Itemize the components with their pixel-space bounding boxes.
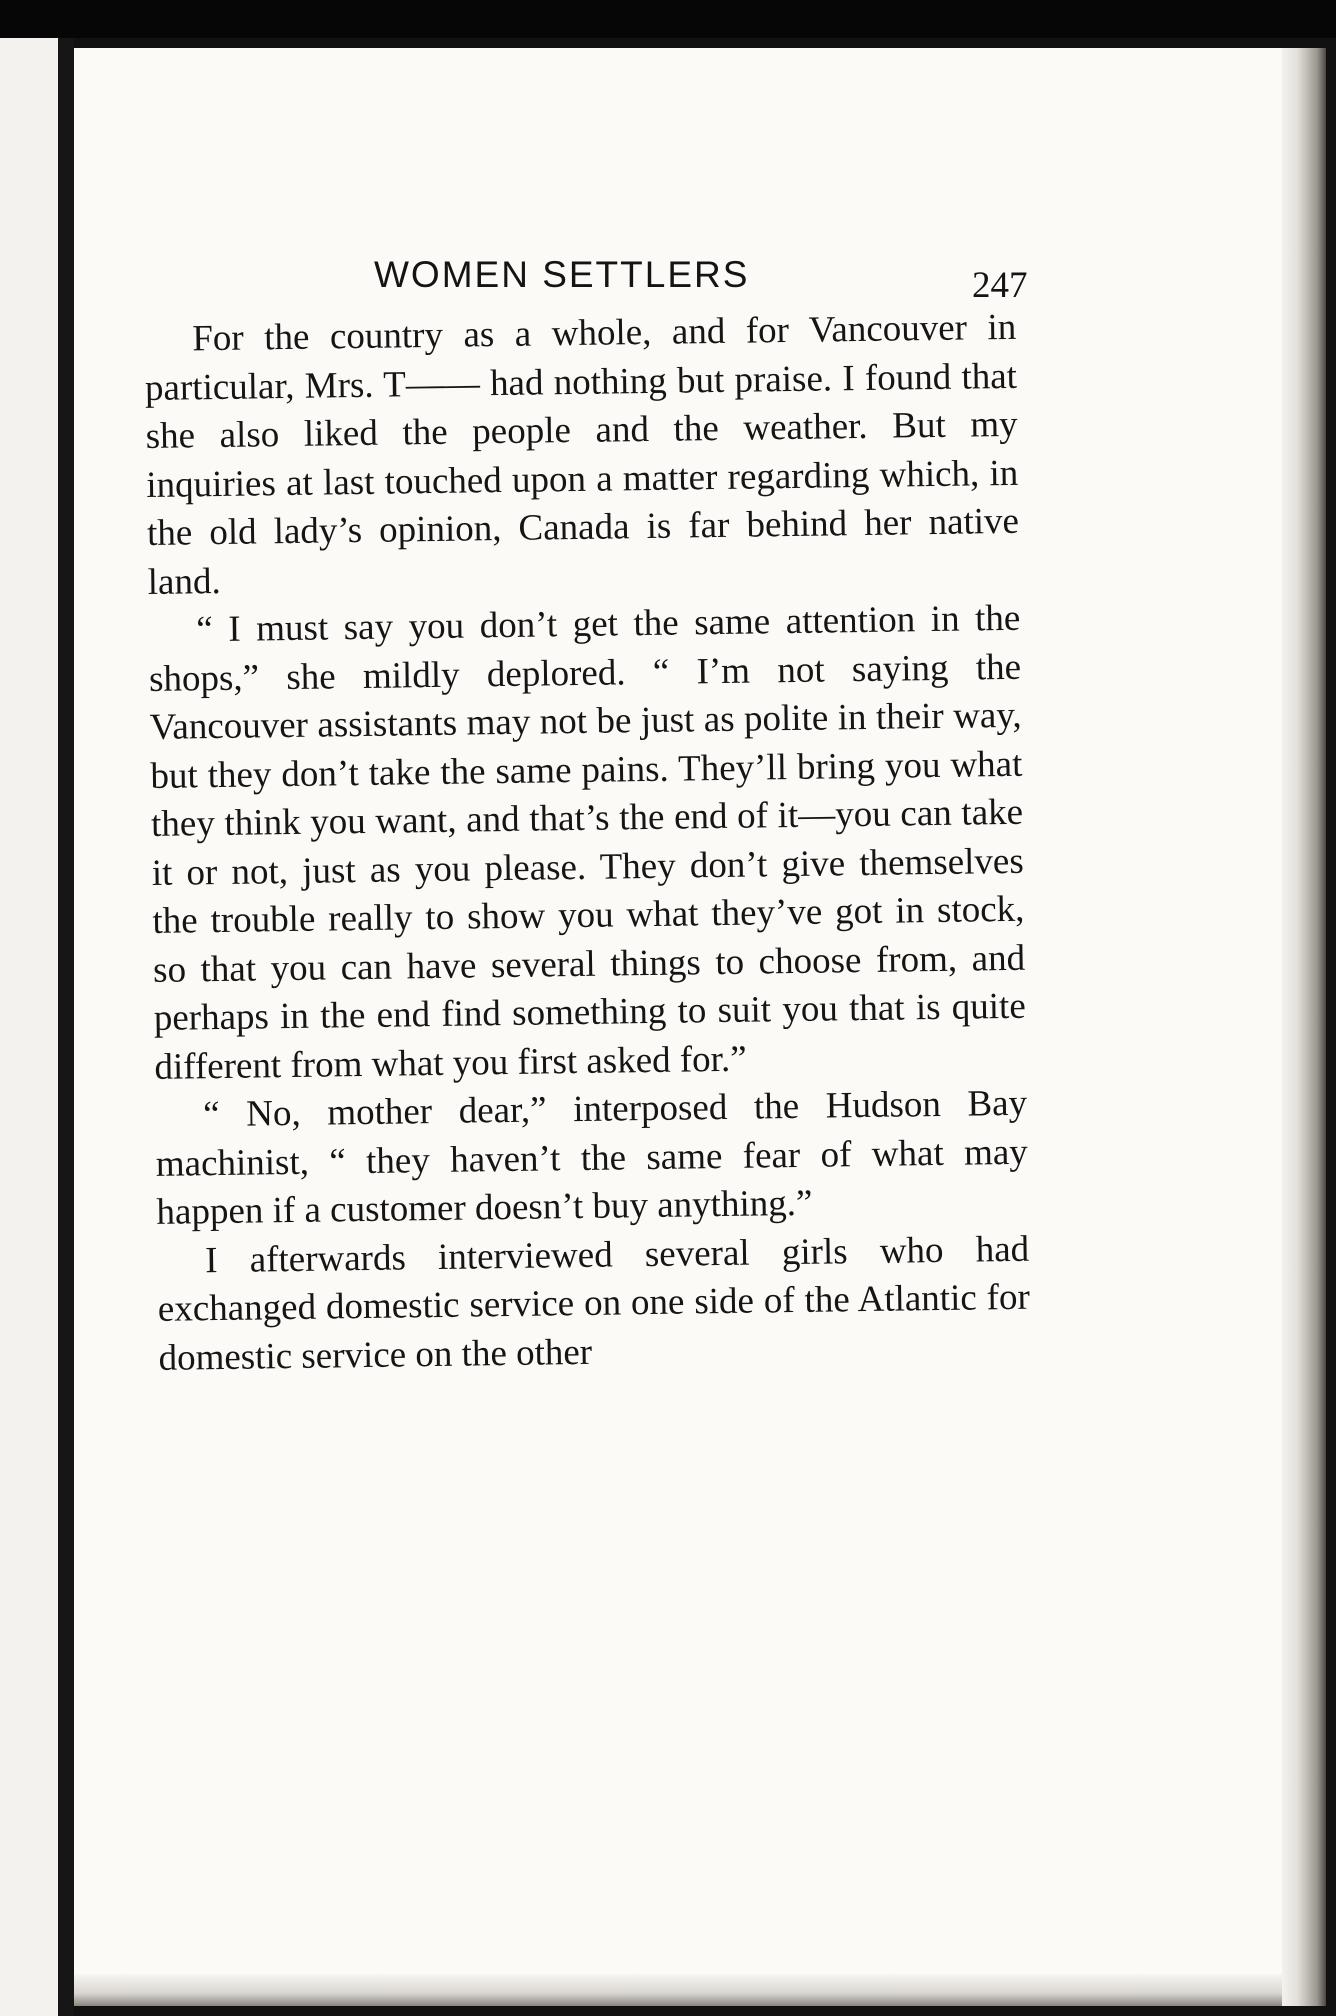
paragraph: I afterwards interviewed several girls who had exchanged domestic service on one side of the Atlantic for domestic service on the other	[157, 1228, 1031, 1379]
page-number: 247	[972, 265, 1028, 306]
paragraph: “ No, mother dear,” interposed the Hudson Bay machinist, “ they haven’t the same fear of what may happen if a customer doesn’t buy anything.”	[155, 1082, 1029, 1233]
book-gutter	[58, 38, 74, 2016]
paragraph: For the country as a whole, and for Vancouver in particular, Mrs. T—— had nothing but praise. I found that she also liked the people and the weather. But my inquiries at last touched upon a matter regarding which, in the old lady’s opinion, Canada is far behind her native land.	[144, 306, 1020, 603]
body-text	[144, 304, 1031, 1383]
running-head: WOMEN SETTLERS	[374, 254, 750, 295]
facing-page-edge	[0, 38, 60, 2016]
page-bottom-edge	[74, 1974, 1326, 2006]
book-page	[74, 48, 1326, 2006]
page-right-shadow	[1282, 48, 1326, 2006]
paragraph: “ I must say you don’t get the same attention in the shops,” she mildly deplored. “ I’m not saying the Vancouver assistants may not be just as polite in their way, but they don’t take the same pains. They’ll bring you what they think you want, and that’s the end of it—you can take it or not, just as you please. They don’t give themselves the trouble really to show you what they’ve got in stock, so that you can have several things to choose from, and perhaps in the end find something to suit you that is quite different from what you first asked for.”	[148, 597, 1027, 1088]
scan-top-border	[0, 0, 1336, 38]
page-header	[74, 228, 1326, 308]
